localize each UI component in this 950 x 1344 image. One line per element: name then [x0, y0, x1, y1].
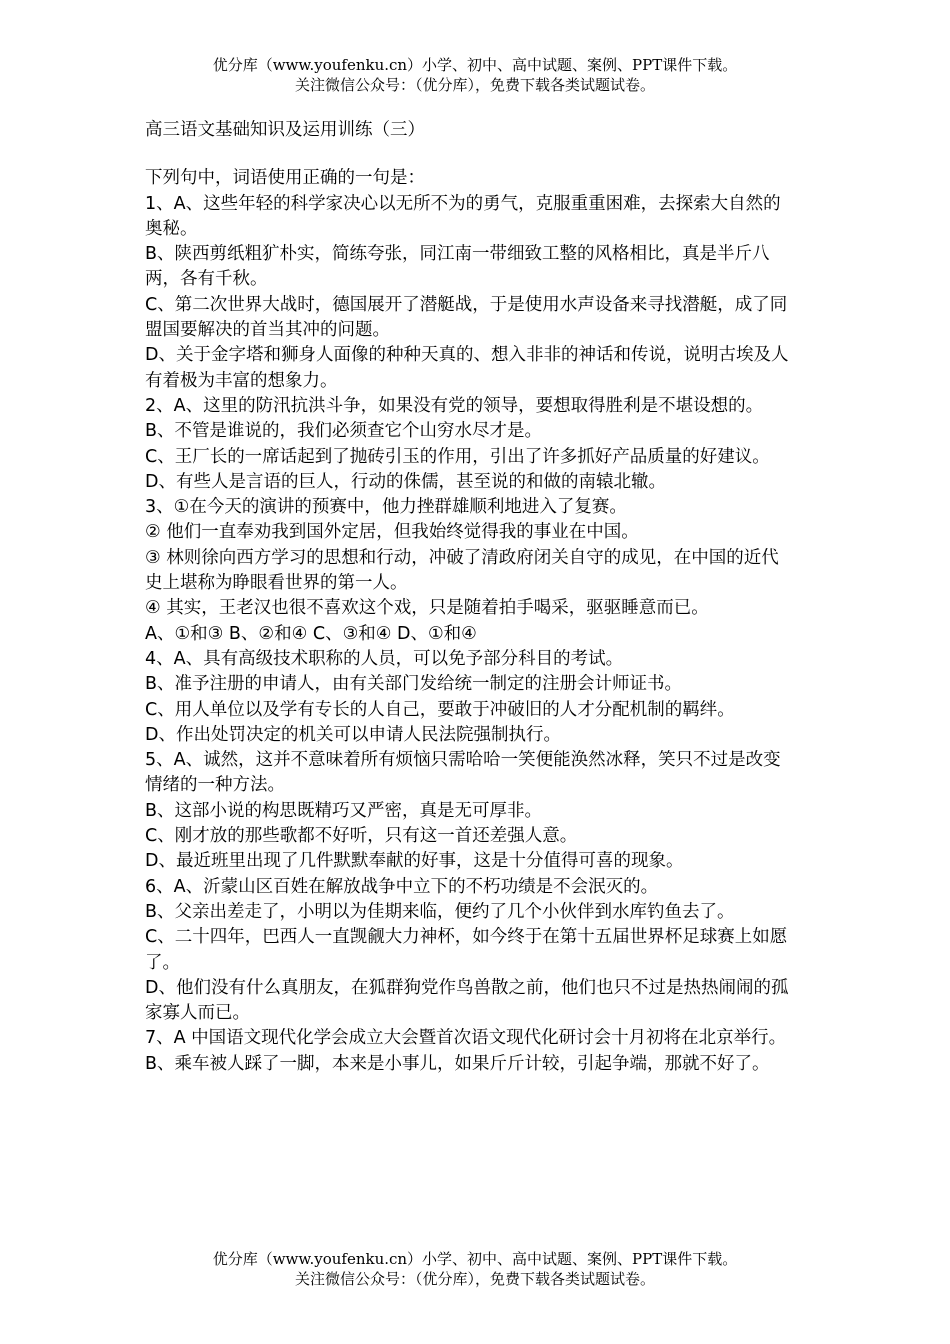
header-line-1: 优分库（www.youfenku.cn）小学、初中、高中试题、案例、PPT课件下载。 [212, 56, 738, 74]
question-2-option-b: B、不管是谁说的，我们必须查它个山穷水尽才是。 [145, 421, 543, 442]
question-7-option-b: B、乘车被人踩了一脚，本来是小事儿，如果斤斤计较，引起争端，那就不好了。 [145, 1053, 770, 1074]
header-line-2: 关注微信公众号：（优分库），免费下载各类试题试卷。 [294, 76, 655, 94]
page-header [0, 55, 950, 95]
question-5-option-d: D、最近班里出现了几件默默奉献的好事，这是十分值得可喜的现象。 [145, 851, 684, 872]
question-6-option-d: D、他们没有什么真朋友，在狐群狗党作鸟兽散之前，他们也只不过是热热闹闹的孤家寡人而已。 [145, 977, 789, 1024]
question-1-option-a: 1、A、这些年轻的科学家决心以无所不为的勇气，克服重重困难，去探索大自然的奥秘。 [145, 193, 781, 239]
footer-line-2: 关注微信公众号：（优分库），免费下载各类试题试卷。 [294, 1270, 655, 1288]
question-4-option-b: B、准予注册的申请人，由有关部门发给统一制定的注册会计师证书。 [145, 674, 683, 695]
question-6-option-c: C、二十四年，巴西人一直觊觎大力神杯，如今终于在第十五届世界杯足球赛上如愿了。 [145, 927, 788, 973]
question-4-option-d: D、作出处罚决定的机关可以申请人民法院强制执行。 [145, 724, 561, 745]
question-1-option-b: B、陕西剪纸粗犷朴实，简练夸张，同江南一带细致工整的风格相比，真是半斤八两，各有千秋。 [145, 244, 770, 290]
question-3-choices: A、①和③ B、②和④ C、③和④ D、①和④ [145, 623, 477, 644]
document-title: 高三语文基础知识及运用训练（三） [145, 120, 425, 140]
question-4-option-c: C、用人单位以及学有专长的人自己，要敢于冲破旧的人才分配机制的羁绊。 [145, 699, 735, 720]
question-3-sentence-3: ③ 林则徐向西方学习的思想和行动，冲破了清政府闭关自守的成见，在中国的近代史上堪称为睁眼看世界的第一人。 [145, 547, 779, 594]
question-2-option-c: C、王厂长的一席话起到了抛砖引玉的作用，引出了许多抓好产品质量的好建议。 [145, 446, 770, 467]
question-6-option-a: 6、A、沂蒙山区百姓在解放战争中立下的不朽功绩是不会泯灭的。 [145, 876, 659, 897]
document-body [145, 118, 790, 1077]
footer-line-1: 优分库（www.youfenku.cn）小学、初中、高中试题、案例、PPT课件下载。 [212, 1250, 738, 1268]
question-5-option-c: C、刚才放的那些歌都不好听，只有这一首还差强人意。 [145, 826, 578, 847]
question-5-option-b: B、这部小说的构思既精巧又严密，真是无可厚非。 [145, 800, 543, 821]
instruction-line: 下列句中，词语使用正确的一句是： [145, 168, 425, 189]
question-3-sentence-4: ④ 其实，王老汉也很不喜欢这个戏，只是随着拍手喝采，驱驱睡意而已。 [145, 598, 709, 619]
question-3-sentence-1: 3、①在今天的演讲的预赛中，他力挫群雄顺利地进入了复赛。 [145, 497, 627, 518]
question-1-option-d: D、关于金字塔和狮身人面像的种种天真的、想入非非的神话和传说，说明古埃及人有着极为丰富的想象力。 [145, 345, 789, 391]
question-5-option-a: 5、A、诚然，这并不意味着所有烦恼只需哈哈一笑便能涣然冰释，笑只不过是改变情绪的一种方法。 [145, 750, 781, 796]
question-7-option-a: 7、A 中国语文现代化学会成立大会暨首次语文现代化研讨会十月初将在北京举行。 [145, 1028, 787, 1049]
page-footer [0, 1249, 950, 1289]
question-2-option-d: D、有些人是言语的巨人，行动的侏儒，甚至说的和做的南辕北辙。 [145, 471, 666, 492]
question-4-option-a: 4、A、具有高级技术职称的人员，可以免予部分科目的考试。 [145, 648, 624, 669]
question-2-option-a: 2、A、这里的防汛抗洪斗争，如果没有党的领导，要想取得胜利是不堪设想的。 [145, 395, 764, 416]
question-1-option-c: C、第二次世界大战时，德国展开了潜艇战，于是使用水声设备来寻找潜艇，成了同盟国要解决的首当其冲的问题。 [145, 294, 788, 341]
question-3-sentence-2: ② 他们一直奉劝我到国外定居，但我始终觉得我的事业在中国。 [145, 522, 639, 543]
question-6-option-b: B、父亲出差走了，小明以为佳期来临，便约了几个小伙伴到水库钓鱼去了。 [145, 901, 735, 922]
